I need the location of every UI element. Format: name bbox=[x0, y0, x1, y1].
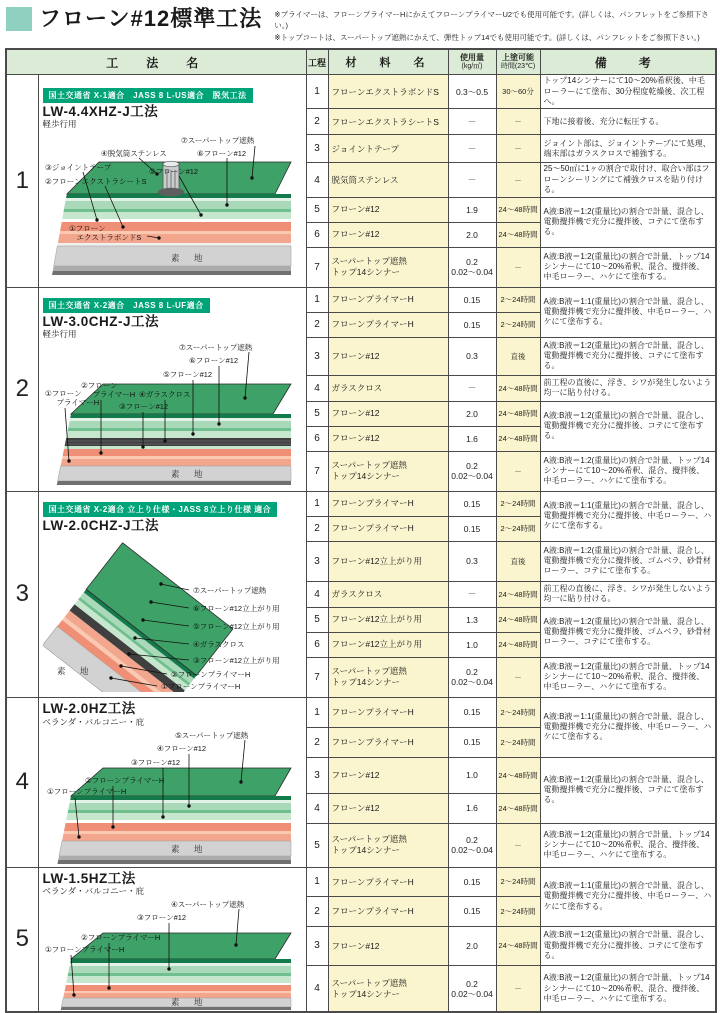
remark-cell: A液:B液＝1:2(重量比)の割合で計量、トップ14シンナーにて10～20%希釈、混合、攪拌後、中毛ローラー、ハケにて塗布する。 bbox=[540, 657, 716, 697]
page-header bbox=[0, 0, 720, 46]
step-cell: 7 bbox=[306, 247, 328, 287]
method-cell bbox=[38, 491, 306, 697]
material-cell: ガラスクロス bbox=[328, 375, 448, 401]
step-cell: 1 bbox=[306, 697, 328, 727]
col-header-usage: 使用量 (kg/㎡) bbox=[448, 49, 496, 75]
section-number: 5 bbox=[6, 867, 38, 1012]
diagram-label: ②フローン bbox=[80, 381, 118, 391]
material-cell: フローンエクストラシートS bbox=[328, 109, 448, 135]
table-row bbox=[6, 867, 716, 896]
method-subtitle: 軽歩行用 bbox=[42, 329, 77, 340]
diagram-label: ③フローン#12立上がり用 bbox=[192, 656, 280, 666]
substrate-label: 素 地 bbox=[170, 843, 206, 854]
remark-cell: A液:B液＝1:2(重量比)の割合で計量、混合し、電動攪拌機で充分に攪拌後、コテにて塗布する。 bbox=[540, 337, 716, 375]
diagram-label: ④ガラスクロス bbox=[138, 390, 190, 400]
material-cell: フローン#12 bbox=[328, 426, 448, 451]
step-cell: 4 bbox=[306, 375, 328, 401]
diagram-label: ⑦スーパートップ遮熱 bbox=[192, 586, 266, 596]
material-cell: フローンプライマーH bbox=[328, 697, 448, 727]
spec-table bbox=[5, 48, 717, 1013]
remark-cell: A液:B液＝1:2(重量比)の割合で計量、トップ14シンナーにて10～20%希釈、混合、攪拌後、中毛ローラー、ハケにて塗布する。 bbox=[540, 823, 716, 867]
usage-cell: － bbox=[448, 581, 496, 607]
material-cell: スーパートップ遮熱 トップ14シンナー bbox=[328, 451, 448, 491]
step-cell: 3 bbox=[306, 757, 328, 793]
method-cell bbox=[38, 697, 306, 867]
col-header-material: 材 料 名 bbox=[328, 49, 448, 75]
recoat-cell: 24～48時間 bbox=[496, 757, 540, 793]
step-cell: 1 bbox=[306, 491, 328, 516]
diagram-label: ③フローン#12 bbox=[130, 757, 180, 767]
usage-cell: 0.15 bbox=[448, 897, 496, 926]
remark-cell: A液:B液＝1:1(重量比)の割合で計量、混合し、電動攪拌機で充分に攪拌後、中毛ローラー、ハケにて塗布する。 bbox=[540, 697, 716, 757]
usage-cell: － bbox=[448, 135, 496, 163]
usage-cell: 1.0 bbox=[448, 632, 496, 657]
method-badge: 国土交通省 X-2適合 立上り仕様・JASS 8立上り仕様 適合 bbox=[43, 502, 278, 517]
diagram-label: ④スーパートップ遮熱 bbox=[170, 900, 244, 910]
layer-diagram bbox=[43, 340, 301, 486]
step-cell: 2 bbox=[306, 897, 328, 926]
usage-cell: 0.2 0.02～0.04 bbox=[448, 657, 496, 697]
method-cell bbox=[38, 867, 306, 1012]
step-cell: 7 bbox=[306, 657, 328, 697]
recoat-cell: 直後 bbox=[496, 337, 540, 375]
step-cell: 6 bbox=[306, 222, 328, 247]
usage-cell: 0.2 0.02～0.04 bbox=[448, 966, 496, 1012]
step-cell: 3 bbox=[306, 135, 328, 163]
method-name: LW-2.0HZ工法 bbox=[42, 701, 136, 717]
usage-cell: 0.3 bbox=[448, 541, 496, 581]
usage-cell: － bbox=[448, 109, 496, 135]
substrate-label: 素 地 bbox=[170, 253, 206, 264]
usage-cell: 0.15 bbox=[448, 491, 496, 516]
recoat-cell: － bbox=[496, 135, 540, 163]
step-cell: 5 bbox=[306, 823, 328, 867]
usage-cell: 0.15 bbox=[448, 312, 496, 337]
remark-cell: A液:B液＝1:1(重量比)の割合で計量、混合し、電動攪拌機で充分に攪拌後、中毛ローラー、ハケにて塗布する。 bbox=[540, 287, 716, 337]
usage-cell: 0.15 bbox=[448, 697, 496, 727]
step-cell: 6 bbox=[306, 426, 328, 451]
step-cell: 7 bbox=[306, 451, 328, 491]
diagram-label: ②フローンプライマーH bbox=[80, 933, 160, 943]
step-cell: 4 bbox=[306, 163, 328, 197]
diagram-label: エクストラボンドS bbox=[68, 233, 141, 243]
step-cell: 1 bbox=[306, 867, 328, 896]
usage-cell: 1.3 bbox=[448, 607, 496, 632]
recoat-cell: 24～48時間 bbox=[496, 581, 540, 607]
material-cell: ジョイントテープ bbox=[328, 135, 448, 163]
remark-cell: A液:B液＝1:1(重量比)の割合で計量、混合し、電動攪拌機で充分に攪拌後、中毛ローラー、ハケにて塗布する。 bbox=[540, 867, 716, 926]
method-cell bbox=[38, 287, 306, 491]
col-header-method: 工 法 名 bbox=[6, 49, 306, 75]
diagram-label: ③フローン#12 bbox=[118, 402, 168, 412]
recoat-cell: 2～24時間 bbox=[496, 312, 540, 337]
usage-cell: 2.0 bbox=[448, 222, 496, 247]
step-cell: 3 bbox=[306, 926, 328, 966]
remark-cell: トップ14シンナーにて10～20%希釈後、中毛ローラーにて塗布、30分程度乾燥後、次工程へ。 bbox=[540, 75, 716, 109]
header-notes bbox=[274, 7, 714, 43]
material-cell: フローンプライマーH bbox=[328, 491, 448, 516]
title-accent-square bbox=[6, 7, 32, 31]
diagram-label: ⑤フローン#12 bbox=[148, 167, 198, 177]
method-cell bbox=[38, 75, 306, 287]
usage-cell: 0.15 bbox=[448, 867, 496, 896]
diagram-label: ②フローンプライマーH bbox=[170, 670, 250, 680]
col-header-recoat: 上塗可能 時間(23℃) bbox=[496, 49, 540, 75]
recoat-cell: － bbox=[496, 966, 540, 1012]
substrate-label: 素 地 bbox=[170, 997, 206, 1008]
recoat-cell: 24～48時間 bbox=[496, 632, 540, 657]
usage-cell: 0.2 0.02～0.04 bbox=[448, 247, 496, 287]
section-number: 2 bbox=[6, 287, 38, 491]
diagram-label: ⑦スーパートップ遮熱 bbox=[178, 343, 252, 353]
diagram-label: ①フローン bbox=[44, 389, 82, 399]
section-number: 3 bbox=[6, 491, 38, 697]
step-cell: 5 bbox=[306, 401, 328, 426]
usage-cell: 0.3 bbox=[448, 337, 496, 375]
step-cell: 4 bbox=[306, 793, 328, 823]
remark-cell: A液:B液＝1:2(重量比)の割合で計量、混合し、電動攪拌機で充分に攪拌後、コテにて塗布する。 bbox=[540, 401, 716, 451]
remark-cell: 前工程の直後に、浮き、シワが発生しないよう均一に貼り付ける。 bbox=[540, 581, 716, 607]
material-cell: フローン#12 bbox=[328, 337, 448, 375]
step-cell: 6 bbox=[306, 632, 328, 657]
recoat-cell: 2～24時間 bbox=[496, 287, 540, 312]
page-title: フローン#12標準工法 bbox=[39, 6, 263, 31]
material-cell: フローン#12 bbox=[328, 793, 448, 823]
recoat-cell: － bbox=[496, 247, 540, 287]
material-cell: フローン#12 bbox=[328, 222, 448, 247]
step-cell: 1 bbox=[306, 75, 328, 109]
usage-cell: 0.15 bbox=[448, 516, 496, 541]
usage-cell: 0.3～0.5 bbox=[448, 75, 496, 109]
usage-cell: 2.0 bbox=[448, 926, 496, 966]
col-header-remarks: 備 考 bbox=[540, 49, 716, 75]
method-badge: 国土交通省 X-2適合 JASS 8 L-UF適合 bbox=[43, 298, 210, 313]
material-cell: スーパートップ遮熱 トップ14シンナー bbox=[328, 966, 448, 1012]
recoat-cell: 2～24時間 bbox=[496, 697, 540, 727]
diagram-label: ④脱気筒ステンレス bbox=[100, 149, 167, 159]
diagram-label: ⑥フローン#12 bbox=[196, 149, 246, 159]
material-cell: 脱気筒ステンレス bbox=[328, 163, 448, 197]
col-header-step: 工程 bbox=[306, 49, 328, 75]
usage-cell: 0.15 bbox=[448, 727, 496, 757]
table-row bbox=[6, 491, 716, 516]
step-cell: 4 bbox=[306, 966, 328, 1012]
material-cell: フローンエクストラボンドS bbox=[328, 75, 448, 109]
method-badge: 国土交通省 X-1適合 JASS 8 L-US適合 脱気工法 bbox=[43, 88, 253, 103]
recoat-cell: 30～60分 bbox=[496, 75, 540, 109]
diagram-label: ④フローン#12 bbox=[156, 743, 206, 753]
recoat-cell: － bbox=[496, 163, 540, 197]
diagram-label: ①フローンプライマーH bbox=[44, 945, 124, 955]
remark-cell: ジョイント部は、ジョイントテープにて処理、端末部はガラスクロスで補強する。 bbox=[540, 135, 716, 163]
usage-cell: 1.6 bbox=[448, 793, 496, 823]
step-cell: 3 bbox=[306, 337, 328, 375]
diagram-label: ②フローンプライマーH bbox=[84, 775, 164, 785]
material-cell: フローン#12 bbox=[328, 926, 448, 966]
remark-cell: A液:B液＝1:2(重量比)の割合で計量、混合し、電動攪拌機で充分に攪拌後、ゴムベラ、砂骨材ローラー、コテにて塗布する。 bbox=[540, 541, 716, 581]
table-row bbox=[6, 75, 716, 109]
diagram-label: ①フローン bbox=[68, 224, 106, 234]
material-cell: フローン#12 bbox=[328, 401, 448, 426]
step-cell: 2 bbox=[306, 312, 328, 337]
step-cell: 2 bbox=[306, 109, 328, 135]
substrate-label: 素 地 bbox=[170, 469, 206, 480]
method-name: LW-3.0CHZ-J工法 bbox=[42, 313, 159, 329]
usage-cell: 2.0 bbox=[448, 401, 496, 426]
diagram-label: ④ガラスクロス bbox=[192, 640, 244, 650]
remark-cell: A液:B液＝1:2(重量比)の割合で計量、混合し、電動攪拌機で充分に攪拌後、ゴムベラ、砂骨材ローラー、コテにて塗布する。 bbox=[540, 607, 716, 657]
material-cell: フローンプライマーH bbox=[328, 516, 448, 541]
note-line-2: ※トップコートは、スーパートップ遮熱にかえて、弾性トップ14でも使用可能です。(詳しくは、パンフレットをご参照下さい。) bbox=[274, 32, 700, 42]
method-subtitle: ベランダ・バルコニー・庇 bbox=[42, 886, 145, 897]
recoat-cell: 24～48時間 bbox=[496, 426, 540, 451]
substrate-label: 素 地 bbox=[56, 666, 92, 677]
remark-cell: 下地に接着後、充分に転圧する。 bbox=[540, 109, 716, 135]
recoat-cell: － bbox=[496, 823, 540, 867]
recoat-cell: 2～24時間 bbox=[496, 897, 540, 926]
header-row bbox=[6, 49, 716, 75]
remark-cell: A液:B液＝1:2(重量比)の割合で計量、トップ14シンナーにて10～20%希釈、混合、攪拌後、中毛ローラー、ハケにて塗布する。 bbox=[540, 451, 716, 491]
material-cell: フローンプライマーH bbox=[328, 287, 448, 312]
material-cell: フローン#12 bbox=[328, 197, 448, 222]
recoat-cell: 24～48時間 bbox=[496, 926, 540, 966]
recoat-cell: 24～48時間 bbox=[496, 793, 540, 823]
layer-diagram bbox=[43, 534, 301, 692]
table-row bbox=[6, 697, 716, 727]
step-cell: 3 bbox=[306, 541, 328, 581]
material-cell: ガラスクロス bbox=[328, 581, 448, 607]
recoat-cell: － bbox=[496, 451, 540, 491]
remark-cell: A液:B液＝1:2(重量比)の割合で計量、混合し、電動攪拌機で充分に攪拌後、コテにて塗布する。 bbox=[540, 197, 716, 247]
layer-diagram bbox=[43, 728, 301, 866]
method-name: LW-2.0CHZ-J工法 bbox=[42, 517, 159, 533]
usage-cell: 0.2 0.02～0.04 bbox=[448, 451, 496, 491]
recoat-cell: 2～24時間 bbox=[496, 727, 540, 757]
method-subtitle: 軽歩行用 bbox=[42, 119, 77, 130]
recoat-cell: 2～24時間 bbox=[496, 867, 540, 896]
diagram-label: ⑥フローン#12立上がり用 bbox=[192, 604, 280, 614]
recoat-cell: － bbox=[496, 109, 540, 135]
recoat-cell: 24～48時間 bbox=[496, 607, 540, 632]
method-subtitle: ベランダ・バルコニー・庇 bbox=[42, 716, 145, 727]
note-line-1: ※プライマーは、フローンプライマーHにかえてフローンプライマーU2でも使用可能です。(詳しくは、パンフレットをご参照下さい。) bbox=[274, 10, 709, 31]
diagram-label: プライマーH bbox=[84, 390, 135, 400]
step-cell: 5 bbox=[306, 197, 328, 222]
material-cell: フローンプライマーH bbox=[328, 867, 448, 896]
diagram-label: ⑥フローン#12 bbox=[188, 356, 238, 366]
step-cell: 2 bbox=[306, 516, 328, 541]
step-cell: 5 bbox=[306, 607, 328, 632]
method-name: LW-1.5HZ工法 bbox=[42, 870, 136, 886]
usage-cell: － bbox=[448, 163, 496, 197]
material-cell: フローン#12 bbox=[328, 757, 448, 793]
step-cell: 2 bbox=[306, 727, 328, 757]
diagram-label: ⑤フローン#12立上がり用 bbox=[192, 622, 280, 632]
usage-cell: 0.2 0.02～0.04 bbox=[448, 823, 496, 867]
recoat-cell: 24～48時間 bbox=[496, 197, 540, 222]
diagram-label: ③フローン#12 bbox=[136, 913, 186, 923]
recoat-cell: 2～24時間 bbox=[496, 491, 540, 516]
recoat-cell: 直後 bbox=[496, 541, 540, 581]
recoat-cell: 24～48時間 bbox=[496, 222, 540, 247]
layer-diagram bbox=[43, 897, 301, 1011]
step-cell: 1 bbox=[306, 287, 328, 312]
usage-cell: 1.6 bbox=[448, 426, 496, 451]
remark-cell: A液:B液＝1:2(重量比)の割合で計量、混合し、電動攪拌機で充分に攪拌後、コテにて塗布する。 bbox=[540, 757, 716, 823]
material-cell: スーパートップ遮熱 トップ14シンナー bbox=[328, 247, 448, 287]
material-cell: フローン#12立上がり用 bbox=[328, 541, 448, 581]
remark-cell: A液:B液＝1:2(重量比)の割合で計量、トップ14シンナーにて10～20%希釈、混合、攪拌後、中毛ローラー、ハケにて塗布する。 bbox=[540, 966, 716, 1012]
usage-cell: 1.9 bbox=[448, 197, 496, 222]
remark-cell: 25～50㎡に1ヶの割合で取付け、取合い部はフローンシーリングにて補強クロスを貼り付ける。 bbox=[540, 163, 716, 197]
diagram-label: ⑤フローン#12 bbox=[162, 370, 212, 380]
usage-cell: 1.0 bbox=[448, 757, 496, 793]
layer-diagram bbox=[43, 130, 301, 280]
remark-cell: A液:B液＝1:2(重量比)の割合で計量、混合し、電動攪拌機で充分に攪拌後、コテにて塗布する。 bbox=[540, 926, 716, 966]
section-number: 4 bbox=[6, 697, 38, 867]
diagram-label: プライマーH bbox=[48, 398, 99, 408]
remark-cell: A液:B液＝1:2(重量比)の割合で計量、トップ14シンナーにて10～20%希釈、混合、攪拌後、中毛ローラー、ハケにて塗布する。 bbox=[540, 247, 716, 287]
material-cell: フローンプライマーH bbox=[328, 727, 448, 757]
method-name: LW-4.4XHZ-J工法 bbox=[42, 103, 159, 119]
diagram-label: ②フローンエクストラシートS bbox=[44, 177, 147, 187]
diagram-label: ⑤スーパートップ遮熱 bbox=[174, 730, 248, 740]
material-cell: フローンプライマーH bbox=[328, 312, 448, 337]
diagram-label: ⑦スーパートップ遮熱 bbox=[180, 136, 254, 146]
material-cell: フローン#12立上がり用 bbox=[328, 607, 448, 632]
material-cell: フローンプライマーH bbox=[328, 897, 448, 926]
remark-cell: A液:B液＝1:1(重量比)の割合で計量、混合し、電動攪拌機で充分に攪拌後、中毛ローラー、ハケにて塗布する。 bbox=[540, 491, 716, 541]
material-cell: スーパートップ遮熱 トップ14シンナー bbox=[328, 823, 448, 867]
recoat-cell: 24～48時間 bbox=[496, 375, 540, 401]
recoat-cell: 2～24時間 bbox=[496, 516, 540, 541]
material-cell: スーパートップ遮熱 トップ14シンナー bbox=[328, 657, 448, 697]
diagram-label: ③ジョイントテープ bbox=[44, 163, 111, 173]
material-cell: フローン#12立上がり用 bbox=[328, 632, 448, 657]
remark-cell: 前工程の直後に、浮き、シワが発生しないよう均一に貼り付ける。 bbox=[540, 375, 716, 401]
recoat-cell: － bbox=[496, 657, 540, 697]
recoat-cell: 24～48時間 bbox=[496, 401, 540, 426]
section-number: 1 bbox=[6, 75, 38, 287]
usage-cell: 0.15 bbox=[448, 287, 496, 312]
step-cell: 4 bbox=[306, 581, 328, 607]
table-row bbox=[6, 287, 716, 312]
usage-cell: － bbox=[448, 375, 496, 401]
diagram-label: ①フローンプライマーH bbox=[46, 786, 126, 796]
diagram-label: ①フローンプライマーH bbox=[160, 682, 240, 692]
